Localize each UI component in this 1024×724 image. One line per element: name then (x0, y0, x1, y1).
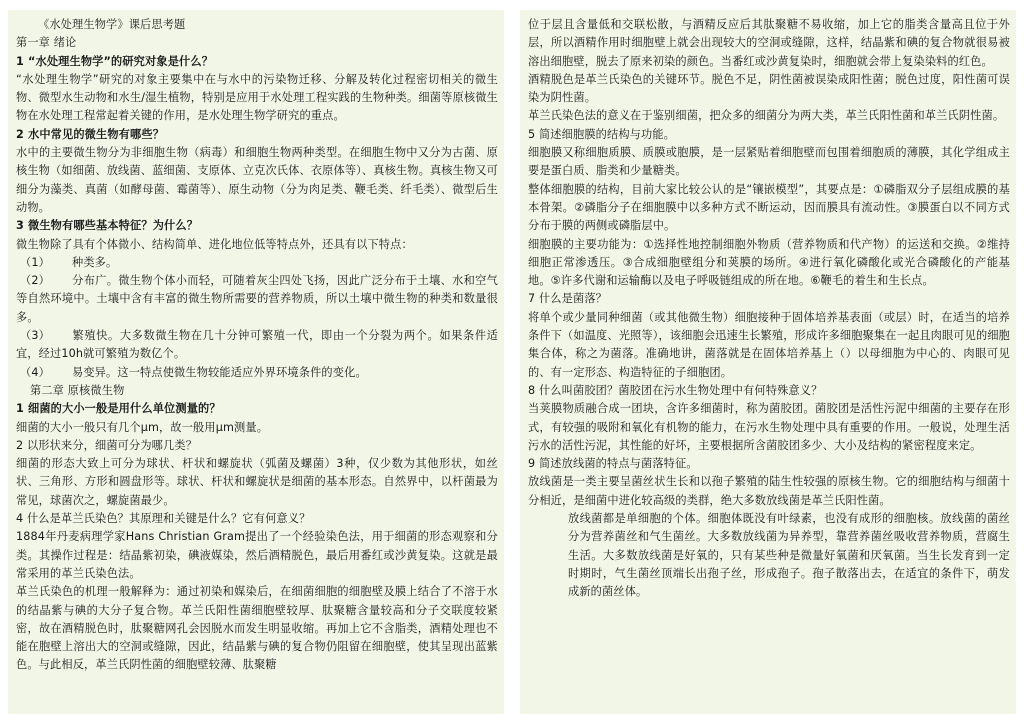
right-paragraph (528, 107, 1010, 125)
paragraph-text: 易变异。这一特点使微生物较能适应外界环境条件的变化。 (72, 365, 367, 379)
list-number: （2） (20, 274, 50, 288)
paragraph-text: 4 什么是革兰氏染色？其原理和关键是什么？它有何意义？ (16, 512, 311, 526)
paragraph-text: “水处理生物学”研究的对象主要集中在与水中的污染物迁移、分解及转化过程密切相关的微生物、微型水生动物和水生/湿生植物，特别是应用于水处理工程实践的生物种类。细菌等原核微生物在水处理工程常起着关键的作用，是水处理生物学研究的重点。 (16, 72, 498, 123)
paragraph-text: 细菌的形态大致上可分为球状、杆状和螺旋状（弧菌及螺菌）3种，仅少数为其他形状，如丝状、三角形、方形和圆盘形等。球状、杆状和螺旋状是细菌的基本形态。自然界中，以杆菌最为常见，球菌次之，螺旋菌最少。 (16, 457, 498, 507)
paragraph-text: 7 什么是菌落？ (528, 292, 607, 306)
paragraph-text: 《水处理生物学》课后思考题 (38, 18, 186, 31)
paragraph-text: 2 水中常见的微生物有哪些？ (16, 127, 165, 141)
paragraph-text: 第二章 原核微生物 (30, 383, 125, 397)
right-column (520, 10, 1016, 714)
left-paragraph (16, 144, 498, 217)
list-number: （1） (20, 255, 50, 269)
paragraph-text: 微生物除了具有个体微小、结构简单、进化地位低等特点外，还具有以下特点： (16, 237, 413, 251)
paragraph-text: 位于层且含量低和交联松散，与酒精反应后其肽聚糖不易收缩，加上它的脂类含量高且位于外层，所以酒精作用时细胞壁上就会出现较大的空洞或缝隙，这样，结晶紫和碘的复合物就很易被溶出细胞壁，脱去了原来初染的颜色。当番红或沙黄复染时，细胞就会带上复染染料的红色。 (528, 18, 1010, 68)
paragraph-text: 革兰氏染色的机理一般解释为：通过初染和媒染后，在细菌细胞的细胞壁及膜上结合了不溶于水的结晶紫与碘的大分子复合物。革兰氏阳性菌细胞壁较厚、肽聚糖含量较高和分子交联度较紧密，故在酒精脱色时，肽聚糖网孔会因脱水而发生明显收缩。再加上它不含脂类，酒精处理也不能在胞壁上溶出大的空洞或缝隙，因此，结晶紫与碘的复合物仍阻留在细胞壁，使其呈现出蓝紫色。与此相反，革兰氏阴性菌的细胞壁较薄、肽聚糖 (16, 585, 498, 672)
left-paragraph (16, 382, 498, 400)
left-paragraph (16, 419, 498, 437)
left-paragraph (16, 34, 498, 52)
paragraph-text: 细菌的大小一般只有几个μm，故一般用μm测量。 (16, 420, 269, 434)
paragraph-text: 细胞膜的主要功能为：①选择性地控制细胞外物质（营养物质和代产物）的运送和交换。②维持细胞正常渗透压。③合成细胞壁组分和荚膜的场所。④进行氧化磷酸化或光合磷酸化的产能基地。⑤许多代谢和运输酶以及电子呼吸链组成的所在地。⑥鞭毛的着生和生长点。 (528, 237, 1010, 288)
right-paragraph (528, 71, 1010, 108)
right-paragraph (528, 236, 1010, 291)
right-paragraph (528, 181, 1010, 236)
paragraph-text: 放线菌都是单细胞的个体。细胞体既没有叶绿素，也没有成形的细胞核。放线菌的菌丝分为营养菌丝和气生菌丝。大多数放线菌为异养型，靠营养菌丝吸收营养物质，营腐生生活。大多数放线菌是好氧的，只有某些种是微量好氧菌和厌氧菌。当生长发育到一定时期时，气生菌丝顶端长出孢子丝，形成孢子。孢子散落出去，在适宜的条件下，萌发成新的菌丝体。 (568, 512, 1010, 599)
paragraph-text: 酒精脱色是革兰氏染色的关键环节。脱色不足，阴性菌被误染成阳性菌；脱色过度，阳性菌可误染为阴性菌。 (528, 72, 1010, 105)
paragraph-text: 1 “水处理生物学”的研究对象是什么？ (16, 54, 214, 68)
right-paragraph (528, 510, 1010, 601)
paragraph-text: 3 微生物有哪些基本特征？为什么？ (16, 219, 199, 233)
paragraph-text: 革兰氏染色法的意义在于鉴别细菌，把众多的细菌分为两大类，革兰氏阳性菌和革兰氏阴性菌。 (528, 109, 1005, 123)
left-paragraph (16, 236, 498, 254)
left-paragraph (16, 528, 498, 583)
left-paragraph (16, 272, 498, 327)
right-paragraph (528, 455, 1010, 473)
list-number: （3） (20, 329, 50, 343)
right-paragraph (528, 309, 1010, 382)
right-paragraph (528, 473, 1010, 510)
right-paragraph (528, 144, 1010, 181)
left-paragraph (16, 364, 498, 382)
left-paragraph (16, 71, 498, 126)
paragraph-text: 当荚膜物质融合成一团块，含许多细菌时，称为菌胶团。菌胶团是活性污泥中细菌的主要存在形式，有较强的吸附和氧化有机物的能力，在污水生物处理中具有重要的作用。一般说，处理生活污水的活性污泥，其性能的好坏，主要根据所含菌胶团多少、大小及结构的紧密程度来定。 (528, 402, 1010, 452)
paragraph-text: 第一章 绪论 (16, 36, 77, 50)
paragraph-text: 8 什么叫菌胶团？菌胶团在污水生物处理中有何特殊意义？ (528, 383, 823, 397)
left-paragraph (16, 510, 498, 528)
right-paragraph (528, 290, 1010, 308)
left-paragraph (16, 437, 498, 455)
left-paragraph (16, 455, 498, 510)
paragraph-text: 9 简述放线菌的特点与菌落特征。 (528, 457, 698, 471)
paragraph-text: 2 以形状来分，细菌可分为哪几类？ (16, 438, 198, 452)
left-paragraph (16, 126, 498, 144)
paragraph-text: 繁殖快。大多数微生物在几十分钟可繁殖一代，即由一个分裂为两个。如果条件适宜，经过10h就可繁殖为数亿个。 (16, 329, 498, 361)
paragraph-text: 1884年丹麦病理学家Hans Christian Gram提出了一个经验染色法，用于细菌的形态观察和分类。其操作过程是：结晶紫初染，碘液媒染，然后酒精脱色，最后用番红或沙黄复染。这就是最常采用的革兰氏染色法。 (16, 530, 498, 580)
left-paragraph (16, 53, 498, 71)
left-paragraph (16, 217, 498, 235)
paragraph-text: 1 细菌的大小一般是用什么单位测量的？ (16, 402, 221, 416)
list-number: （4） (20, 365, 50, 379)
left-paragraph (16, 583, 498, 674)
paragraph-text: 细胞膜又称细胞质膜、质膜或胞膜，是一层紧贴着细胞壁而包围着细胞质的薄膜，其化学组成主要是蛋白质、脂类和少量糖类。 (528, 146, 1010, 178)
right-paragraph (528, 16, 1010, 71)
left-column (8, 10, 504, 714)
right-paragraph (528, 400, 1010, 455)
left-paragraph (16, 254, 498, 272)
paragraph-text: 水中的主要微生物分为非细胞生物（病毒）和细胞生物两种类型。在细胞生物中又分为古菌、原核生物（如细菌、放线菌、蓝细菌、支原体、立克次氏体、衣原体等）、真核生物。真核生物又可细分为藻类、真菌（如酵母菌、霉菌等）、原生动物（分为肉足类、鞭毛类、纤毛类）、微型后生动物。 (16, 146, 498, 214)
paragraph-text: 放线菌是一类主要呈菌丝状生长和以孢子繁殖的陆生性较强的原核生物。它的细胞结构与细菌十分相近，是细菌中进化较高级的类群，绝大多数放线菌是革兰氏阳性菌。 (528, 475, 1010, 507)
left-paragraph (16, 16, 498, 34)
paragraph-text: 种类多。 (72, 255, 118, 269)
left-paragraph (16, 327, 498, 364)
paragraph-text: 将单个或少量同种细菌（或其他微生物）细胞接种于固体培养基表面（或层）时，在适当的培养条件下（如温度、光照等），该细胞会迅速生长繁殖，形成许多细胞聚集在一起且肉眼可见的细胞集合体，称之为菌落。准确地讲，菌落就是在固体培养基上（）以母细胞为中心的、肉眼可见的、有一定形态、构造特征的子细胞团。 (528, 310, 1010, 379)
right-paragraph (528, 382, 1010, 400)
left-paragraph (16, 400, 498, 418)
paragraph-text: 5 简述细胞膜的结构与功能。 (528, 127, 676, 141)
paragraph-text: 整体细胞膜的结构，目前大家比较公认的是“镶嵌模型”，其要点是：①磷脂双分子层组成膜的基本骨架。②磷脂分子在细胞膜中以多种方式不断运动，因而膜具有流动性。③膜蛋白以不同方式分布于膜的两侧或磷脂层中。 (528, 182, 1010, 233)
right-paragraph (528, 126, 1010, 144)
paragraph-text: 分布广。微生物个体小而轻，可随着灰尘四处飞扬，因此广泛分布于土壤、水和空气等自然环境中。土壤中含有丰富的微生物所需要的营养物质，所以土壤中微生物的种类和数量很多。 (16, 274, 498, 324)
